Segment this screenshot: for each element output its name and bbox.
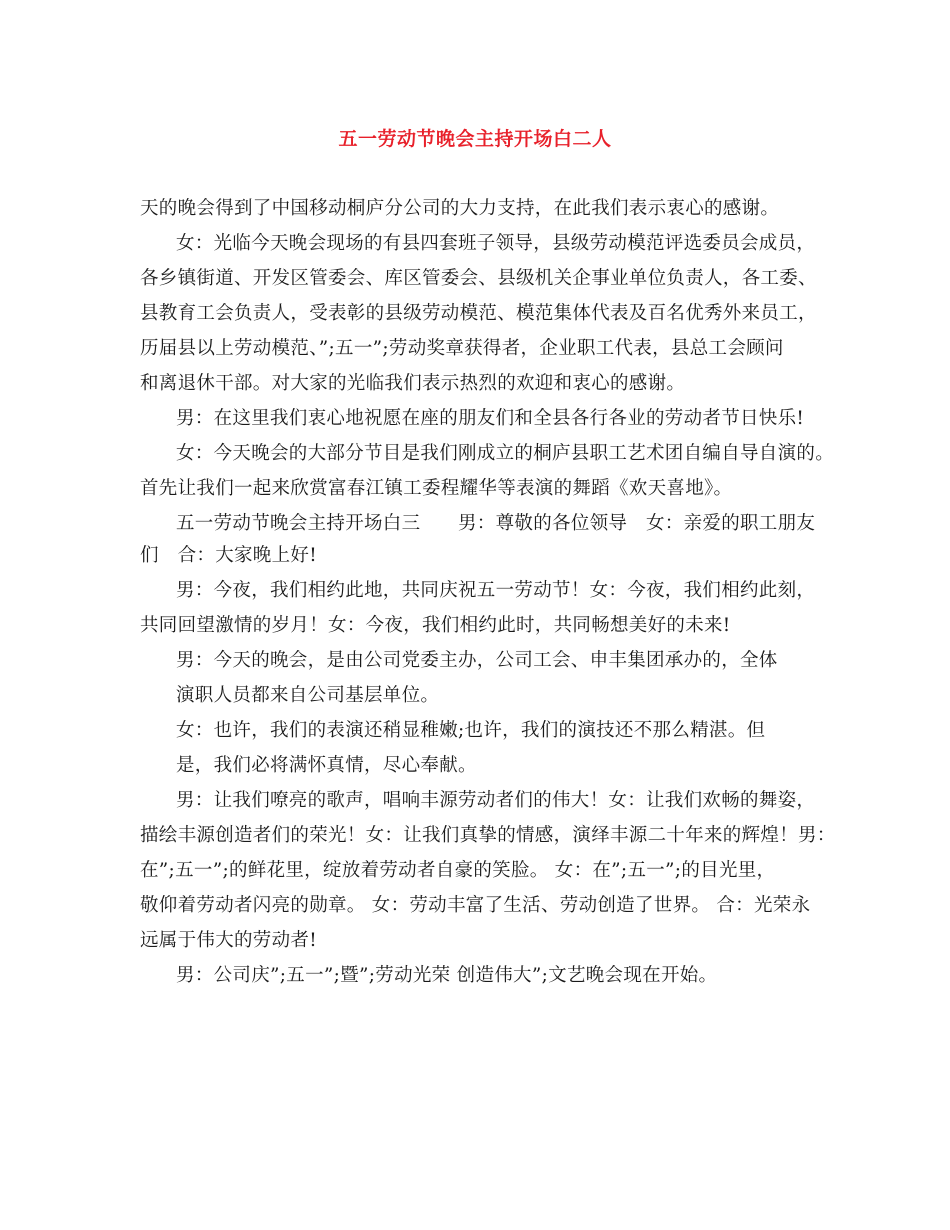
paragraph-line: 演职人员都来自公司基层单位。: [176, 685, 440, 706]
paragraph-line: 男：今夜，我们相约此地，共同庆祝五一劳动节！女：今夜，我们相约此刻，: [176, 580, 816, 601]
document-title: 五一劳动节晚会主持开场白二人: [338, 128, 612, 150]
paragraph-line: 男：让我们嘹亮的歌声，唱响丰源劳动者们的伟大！女：让我们欢畅的舞姿，: [176, 790, 816, 811]
paragraph-line: 天的晚会得到了中国移动桐庐分公司的大力支持，在此我们表示衷心的感谢。: [140, 198, 780, 219]
paragraph-line: 首先让我们一起来欣赏富春江镇工委程耀华等表演的舞蹈《欢天喜地》。: [140, 478, 733, 499]
paragraph-line: 县教育工会负责人，受表彰的县级劳动模范、模范集体代表及百名优秀外来员工，: [140, 303, 817, 324]
paragraph-line: 在”;五一”;的鲜花里，绽放着劳动者自豪的笑脸。 女：在”;五一”;的目光里，: [140, 860, 776, 881]
paragraph-line: 历届县以上劳动模范、”;五一”;劳动奖章获得者，企业职工代表，县总工会顾问: [140, 338, 784, 359]
paragraph-line: 女：今天晚会的大部分节目是我们刚成立的桐庐县职工艺术团自编自导自演的。: [176, 443, 835, 464]
paragraph-line: 女：也许，我们的表演还稍显稚嫩;也许，我们的演技还不那么精湛。但: [176, 720, 766, 741]
paragraph-line: 各乡镇街道、开发区管委会、库区管委会、县级机关企事业单位负责人，各工委、: [140, 268, 817, 289]
paragraph-line: 敬仰着劳动者闪亮的勋章。 女：劳动丰富了生活、劳动创造了世界。 合：光荣永: [140, 895, 811, 916]
paragraph-line: 女：光临今天晚会现场的有县四套班子领导，县级劳动模范评选委员会成员，: [176, 233, 816, 254]
paragraph-line: 共同回望激情的岁月！女：今夜，我们相约此时，共同畅想美好的未来!: [140, 615, 731, 636]
paragraph-line: 和离退休干部。对大家的光临我们表示热烈的欢迎和衷心的感谢。: [140, 373, 686, 394]
paragraph-line: 远属于伟大的劳动者!: [140, 930, 317, 951]
paragraph-line: 男：今天的晚会，是由公司党委主办，公司工会、申丰集团承办的，全体: [176, 650, 778, 671]
paragraph-line: 描绘丰源创造者们的荣光！女：让我们真挚的情感，演绎丰源二十年来的辉煌！男：: [140, 825, 836, 846]
paragraph-line: 五一劳动节晚会主持开场白三 男：尊敬的各位领导 女：亲爱的职工朋友: [176, 513, 816, 534]
paragraph-line: 男：公司庆”;五一”;暨”;劳动光荣 创造伟大”;文艺晚会现在开始。: [176, 965, 718, 986]
paragraph-line: 男：在这里我们衷心地祝愿在座的朋友们和全县各行各业的劳动者节日快乐!: [176, 408, 805, 429]
paragraph-line: 是，我们必将满怀真情，尽心奉献。: [176, 755, 477, 776]
paragraph-line: 们 合：大家晚上好!: [140, 545, 317, 566]
